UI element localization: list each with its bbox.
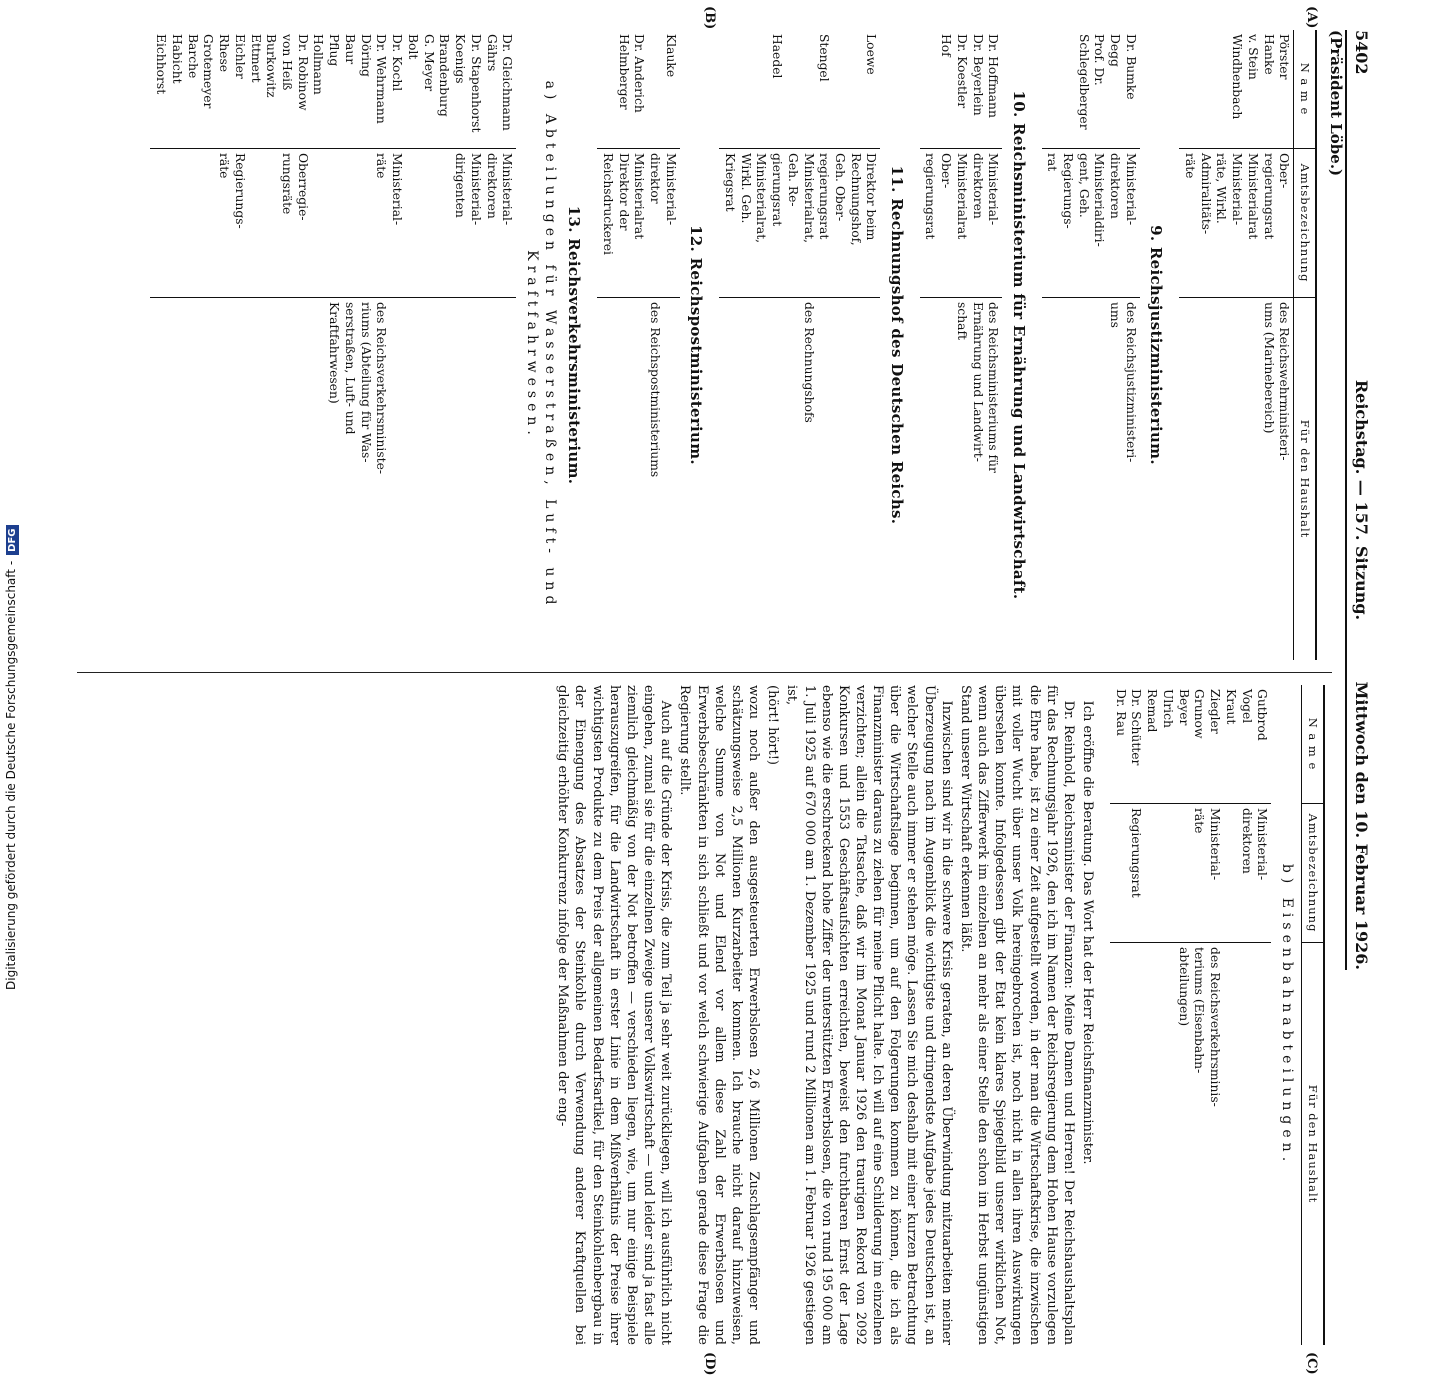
person-name: Windhenbach [1230, 34, 1245, 120]
haushalt-line: des Rechnungshofs [801, 302, 816, 423]
col-header-name: N a m e [1302, 685, 1324, 804]
haushalt-line: des Reichswehrministeri- [1277, 302, 1292, 461]
names-cell [1042, 30, 1140, 149]
person-name: G. Meyer [421, 34, 436, 92]
person-name: Loewe [864, 34, 879, 75]
title-line: räte [217, 153, 232, 179]
titles-cell [1110, 804, 1271, 943]
title-line: Regierungsrat [1129, 808, 1144, 898]
haushalt-line: riums (Abteilung für Was- [358, 302, 373, 463]
title-line: direktor [648, 153, 663, 204]
person-name: Dr. Bumke [1123, 34, 1138, 100]
haushalt-line: des Reichsjustizministeri- [1123, 302, 1138, 463]
digitization-credit [4, 0, 19, 990]
person-name: Dr. Hoffmann [986, 34, 1001, 118]
person-name: Eichhorst [154, 34, 169, 95]
section-heading: 10. Reichsministerium für Ernährung und Landwirtschaft. [1009, 90, 1028, 600]
margin-mark-b: (B) [702, 6, 717, 30]
title-line: Ministerial- [468, 153, 483, 226]
person-name: Dr. Beyerlein [970, 34, 985, 116]
person-name: Remad [1145, 689, 1160, 733]
haushalt-line: Ernährung und Landwirt- [970, 302, 985, 462]
title-line: räte [1192, 808, 1207, 834]
subsection-heading: b) Eisenbahnabteilungen. [1279, 863, 1296, 1167]
document-page [57, 6, 1377, 1376]
title-line: Ministerial- [1230, 153, 1245, 226]
officials-table-eisenbahn [1110, 685, 1271, 1345]
title-line: räte, Wirkl. [1214, 153, 1229, 224]
paragraph: wozu noch außer den ausgesteuerten Erwerbslosen 2,6 Millionen Zuschlagsempfänger und schätzungsweise 2,5 Millionen Kurzarbeiter kommen. Ich brauche nicht darauf hinzuweisen, welche Summe von Not und Elend vor allem diese Zahl der Erwerbslosen und Erwerbsbeschränkten in sich schließt und vor welch schwierige Aufgaben gerade diese Frage die Regierung stellt. [677, 685, 762, 1345]
section-heading: 9. Reichsjustizministerium. [1147, 225, 1166, 465]
titles-cell [719, 149, 880, 298]
officials-table-justiz [1042, 30, 1140, 660]
president-note: (Präsident Löbe.) [1327, 30, 1345, 177]
person-name: Pflug [327, 34, 342, 67]
title-line: Ministerial- [1123, 153, 1138, 226]
haushalt-line: des Reichspostministeriums [648, 302, 663, 478]
person-name: Vogel [1239, 689, 1254, 724]
haushalt-cell [1110, 943, 1271, 1346]
person-name: Ziegler [1208, 689, 1223, 734]
paragraph: Auch auf die Gründe der Krisis, die zum Teil ja sehr weit zurückliegen, will ich ausführlich nicht eingehen, zumal sie für die einzelnen Zweige unserer Volkswirtschaft — und leider sind ja fast alle ziemlich gleichmäßig von der Not betroffen — verschieden liegen, wie, um nur einige Beispiele herauszugreifen, für die Landwirtschaft in erster Linie in dem Mißverhältnis der Preise ihrer wichtigsten Produkte zu dem Preis der allgemeinen Bedarfsartikel, für den Steinkohlenbergbau in der Einengung des Absatzes der Steinkohle durch Verwendung anderer Kraftquellen bei gleichzeitig erhöhter Konkurrenz infolge der Maßnahmen der eng- [555, 685, 674, 1345]
interjection: (hört! hört!) [765, 685, 781, 765]
person-name: Beyer [1176, 689, 1191, 726]
title-line: Geh. Re- [785, 153, 800, 207]
person-name: Döring [358, 34, 373, 77]
paragraph: Inzwischen sind wir in die schwere Krisis geraten, an deren Überwindung mitzuarbeiten meiner Überzeugung nach im Augenblick die wichtigste und dringendste Aufgabe jedes Deutschen ist, an welcher Stelle auch immer er stehen möge. Lassen Sie mich deshalb mit einer kurzen Betrachtung über die Wirtschaftslage beginnen, um auf den Folgerungen kommen zu können, die ich als Finanzminister daraus zu ziehen für meine Pflicht halte. Ich will auf eine Schilderung im einzelnen verzichten; allein die Tatsache, daß wir im Monat Januar 1926 den traurigen Rekord von 2092 Konkursen und 1553 Geschäftsaufsichten erreichten, beweist den furchtbaren Ernst der Lage ebenso wie die erschreckend hohe Ziffer der unterstützten Erwerbslosen, die von rund 195 000 am 1. Juli 1925 auf 670 000 am 1. Dezember 1925 und rund 2 Millionen am 1. Februar 1926 gestiegen ist, [784, 685, 954, 1345]
person-name: von Heiß [280, 34, 295, 91]
person-name: Dr. Gleichmann [500, 34, 515, 131]
title-line: Geh. Ober- [833, 153, 848, 222]
title-line: rat [1045, 153, 1060, 172]
title-line: Regierungs- [232, 153, 247, 229]
title-line: Ministerialrat [632, 153, 647, 240]
title-line: Ministerialrat, [801, 153, 816, 244]
person-name: Dr. Stapenhorst [468, 34, 483, 133]
title-line: regierungsrat [1261, 153, 1276, 240]
person-name: Dr. Robinow [295, 34, 310, 111]
title-line: rungsräte [280, 153, 295, 215]
person-name: Stengel [817, 34, 832, 82]
person-name: Gutbrod [1255, 689, 1270, 741]
titles-cell [597, 149, 680, 298]
officials-table-eisenbahn-header [1301, 685, 1325, 1345]
title-line: Ministerialrat, [754, 153, 769, 244]
credit-text: Digitalisierung gefördert durch die Deutsche Forschungsgemeinschaft - [4, 560, 18, 990]
header-title: Reichstag. — 157. Sitzung. [1352, 379, 1371, 621]
person-name: Helmberger [616, 34, 631, 110]
speech-text [554, 685, 1096, 1345]
person-name: Hanke [1261, 34, 1276, 75]
person-name: Dr. Koestler [954, 34, 969, 109]
title-line: direktoren [1239, 808, 1254, 874]
title-line: Admiralitäts- [1198, 153, 1213, 235]
title-line: regierungsrat [817, 153, 832, 240]
person-name: Dr. Rau [1113, 689, 1128, 736]
person-name: Haedel [770, 34, 785, 79]
header-date: Mittwoch den 10. Februar 1926. [1352, 681, 1371, 970]
haushalt-line: des Reichsministeriums für [986, 302, 1001, 473]
haushalt-line: des Reichsverkehrsministe- [374, 302, 389, 475]
title-line: direktoren [484, 153, 499, 219]
title-line: direktoren [1108, 153, 1123, 219]
paragraph: Ich eröffne die Beratung. Das Wort hat der Herr Reichsfinanzminister. [1080, 700, 1096, 1165]
haushalt-line: ums (Marinebereich) [1261, 302, 1276, 434]
officials-table-verkehr [150, 30, 516, 660]
subsection-heading: a) Abteilungen für Wasserstraßen, Luft- und Kraftfahrwesen. [524, 80, 559, 610]
haushalt-line: des Reichsverkehrsminis- [1208, 947, 1223, 1107]
person-name: Dr. Wehrmann [374, 34, 389, 124]
person-name: Burkowitz [264, 34, 279, 98]
title-line: direktoren [970, 153, 985, 219]
person-name: Eichler [232, 34, 247, 79]
person-name: Dr. Kochl [390, 34, 405, 92]
person-name: Gährs [484, 34, 499, 72]
title-line: Ministerial- [390, 153, 405, 226]
names-cell [1179, 30, 1294, 149]
title-line: räte [1182, 153, 1197, 179]
person-name: Baur [342, 34, 357, 65]
title-line: Ober- [1277, 153, 1292, 189]
person-name: Grotemeyer [201, 34, 216, 109]
title-line: Direktor der [616, 153, 631, 231]
haushalt-line: ums [1108, 302, 1123, 328]
person-name: Ettmert [248, 34, 263, 83]
person-name: Degg [1108, 34, 1123, 67]
officials-table-ernaehrung [920, 30, 1003, 660]
title-line: Ober- [939, 153, 954, 189]
title-line: Ministerial- [663, 153, 678, 226]
title-line: Ministerialrat [1245, 153, 1260, 240]
person-name: Bolt [405, 34, 420, 60]
person-name: Dr. Anderich [632, 34, 647, 113]
person-name: v. Stein [1245, 34, 1260, 80]
haushalt-line: Kraftfahrwesen) [327, 302, 342, 404]
col-header-name: N a m e [1294, 30, 1316, 149]
title-line: Kriegsrat [722, 153, 737, 212]
person-name: Barche [185, 34, 200, 79]
dfg-logo: DFG [6, 526, 19, 555]
names-cell [597, 30, 680, 149]
haushalt-line: teriums (Eisenbahn- [1192, 947, 1207, 1074]
haushalt-cell [1179, 298, 1294, 661]
paragraph: Dr. Reinhold, Reichsminister der Finanzen: Meine Damen und Herren! Der Reichshaushaltsplan für das Rechnungsjahr 1926, den ich im Namen der Reichsregierung dem Hohen Hause vorzulegen die Ehre habe, ist zu einer Zeit aufgestellt worden, in der man die Wirtschaftskrise, die inzwischen mit voller Wucht über unser Volk hereingebrochen ist, noch nicht in allen ihren Auswirkungen übersehen konnte. Infolgedessen gibt der Etat kein klares Spiegelbild unserer wirklichen Not, wenn auch das Zifferwerk im einzelnen an mehr als einer Stelle den schon im Herbst ungünstigen Stand unserer Wirtschaft erkennen läßt. [957, 685, 1076, 1345]
margin-mark-a: (A) [1304, 6, 1319, 29]
titles-cell [1042, 149, 1140, 298]
title-line: Ministerial- [986, 153, 1001, 226]
haushalt-cell [597, 298, 680, 661]
officials-table-rechnungshof [719, 30, 880, 660]
person-name: Grunow [1192, 689, 1207, 739]
title-line: Regierungs- [1061, 153, 1076, 229]
person-name: Habicht [169, 34, 184, 84]
column-divider [77, 672, 1332, 673]
haushalt-cell [150, 298, 516, 661]
names-cell [1110, 685, 1271, 804]
page-number: 5402 [1352, 30, 1371, 75]
col-header-haushalt: Für den Haushalt [1294, 298, 1316, 661]
section-heading: 11. Rechnungshof des Deutschen Reichs. [887, 165, 906, 525]
title-line: gierungsrat [770, 153, 785, 227]
margin-mark-c: (C) [1304, 1352, 1319, 1375]
title-line: Ministerial- [1208, 808, 1223, 881]
person-name: Koenigs [453, 34, 468, 84]
names-cell [719, 30, 880, 149]
person-name: Hollmann [311, 34, 326, 95]
person-name: Dr. Schütter [1129, 689, 1144, 766]
person-name: Ulrich [1160, 689, 1175, 728]
title-line: Oberregie- [295, 153, 310, 221]
haushalt-cell [920, 298, 1003, 661]
title-line: regierungsrat [923, 153, 938, 240]
haushalt-cell [719, 298, 880, 661]
page-header [1345, 30, 1377, 970]
title-line: Ministerial- [500, 153, 515, 226]
person-name: Schlegelberger [1076, 34, 1091, 130]
title-line: dirigenten [453, 153, 468, 218]
section-heading: 13. Reichsverkehrsministerium. [565, 205, 584, 485]
left-column [77, 30, 1317, 660]
title-line: räte [374, 153, 389, 179]
title-line: Reichsdruckerei [601, 153, 616, 255]
margin-mark-d: (D) [702, 1352, 717, 1376]
titles-cell [1179, 149, 1294, 298]
col-header-amt: Amtsbezeichnung [1294, 149, 1316, 298]
right-column [75, 685, 1325, 1345]
names-cell [920, 30, 1003, 149]
person-name: Pörster [1277, 34, 1292, 80]
person-name: Hof [939, 34, 954, 57]
title-line: Ministerialrat [954, 153, 969, 240]
title-line: Rechnungshof, [848, 153, 863, 246]
officials-table-marine [1179, 30, 1317, 660]
titles-cell [150, 149, 516, 298]
haushalt-cell [1042, 298, 1140, 661]
person-name: Rhese [217, 34, 232, 73]
haushalt-line: serstraßen, Luft- und [342, 302, 357, 435]
haushalt-line: abteilungen) [1176, 947, 1191, 1026]
col-header-haushalt: Für den Haushalt [1302, 943, 1324, 1346]
person-name: Klauke [663, 34, 678, 78]
title-line: gent, Geh. [1076, 153, 1091, 218]
title-line: Wirkl. Geh. [738, 153, 753, 224]
haushalt-line: schaft [954, 302, 969, 340]
title-line: Ministerialdiri- [1092, 153, 1107, 247]
officials-table-post [597, 30, 680, 660]
titles-cell [920, 149, 1003, 298]
title-line: Ministerial- [1255, 808, 1270, 881]
person-name: Kraut [1223, 689, 1238, 725]
col-header-amt: Amtsbezeichnung [1302, 804, 1324, 943]
person-name: Brandenburg [437, 34, 452, 117]
person-name: Prof. Dr. [1092, 34, 1107, 86]
section-heading: 12. Reichspostministerium. [687, 225, 706, 465]
names-cell [150, 30, 516, 149]
title-line: Direktor beim [864, 153, 879, 241]
